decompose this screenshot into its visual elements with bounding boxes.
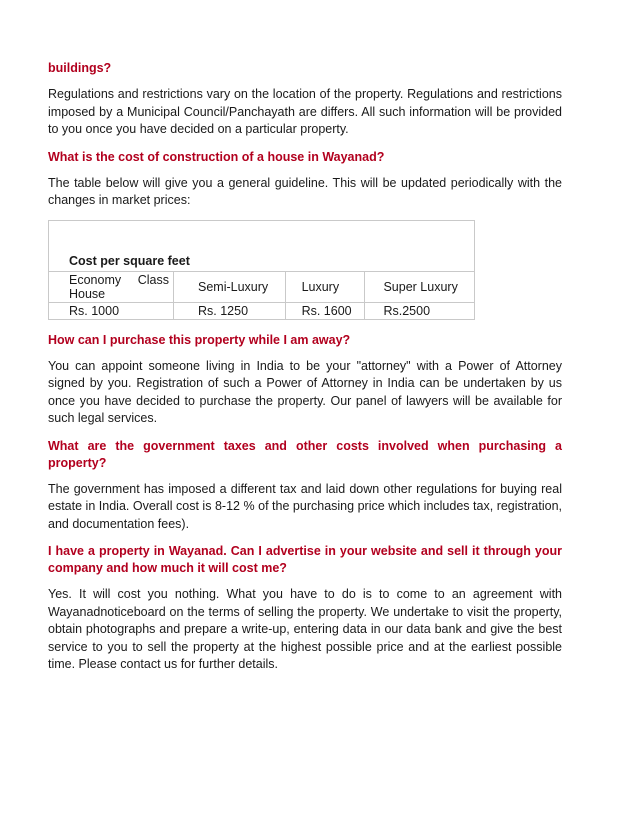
cell-economy-price: Rs. 1000	[49, 302, 174, 319]
heading-buildings: buildings?	[48, 61, 112, 75]
heading-construction-cost: What is the cost of construction of a house in Wayanad?	[48, 149, 385, 164]
heading-government-taxes: What are the government taxes and other costs involved when purchasing a property?	[48, 438, 562, 470]
heading-advertise-property: I have a property in Wayanad. Can I advertise in your website and sell it through your company and how much it will cost me?	[48, 544, 562, 575]
header-economy-class-house	[49, 271, 174, 302]
cell-luxury-price: Rs. 1600	[285, 302, 365, 319]
header-semi-luxury-text: Semi-Luxury	[198, 279, 269, 294]
paragraph-regulations: Regulations and restrictions vary on the location of the property. Regulations and restrictions imposed by a Municipal Council/Panchayath are differs. All such information will be provided to you once you have decided on a particular property.	[48, 87, 562, 136]
header-luxury-text: Luxury	[301, 279, 340, 294]
paragraph-table-intro: The table below will give you a general guideline. This will be updated periodically with the changes in market prices:	[48, 175, 562, 207]
table-caption-row	[49, 220, 475, 271]
header-luxury	[285, 271, 365, 302]
header-super-luxury-text: Super Luxury	[383, 279, 458, 294]
paragraph-taxes: The government has imposed a different tax and laid down other regulations for buying real estate in India. Overall cost is 8-12 % of the purchasing price which includes tax, registration, and documentation fees).	[48, 481, 562, 531]
table-header-row	[49, 271, 475, 302]
header-super-luxury	[365, 271, 475, 302]
header-house: House	[69, 286, 106, 301]
header-class: Class	[137, 272, 169, 287]
cell-semi-luxury-price: Rs. 1250	[174, 302, 286, 319]
table-caption: Cost per square feet	[49, 220, 475, 271]
cost-table	[48, 220, 475, 320]
cell-super-luxury-price: Rs.2500	[365, 302, 475, 319]
document-page	[48, 60, 562, 684]
table-row	[49, 302, 475, 319]
heading-purchase-away: How can I purchase this property while I am away?	[48, 332, 351, 347]
header-semi-luxury	[174, 271, 286, 302]
paragraph-advertise: Yes. It will cost you nothing. What you have to do is to come to an agreement with Wayanadnoticeboard on the terms of selling the property. We undertake to visit the property, obtain photographs and prepare a write-up, entering data in our data bank and give the best service to you to sell the property at the highest possible price and at the earliest possible time. Please contact us for further details.	[48, 587, 562, 671]
header-economy: Economy	[69, 272, 122, 287]
paragraph-attorney: You can appoint someone living in India to be your "attorney" with a Power of Attorney signed by you. Registration of such a Power of Attorney in India can be undertaken by us once you have decided to purchase the property. Our panel of lawyers will be available for such legal services.	[48, 358, 562, 425]
